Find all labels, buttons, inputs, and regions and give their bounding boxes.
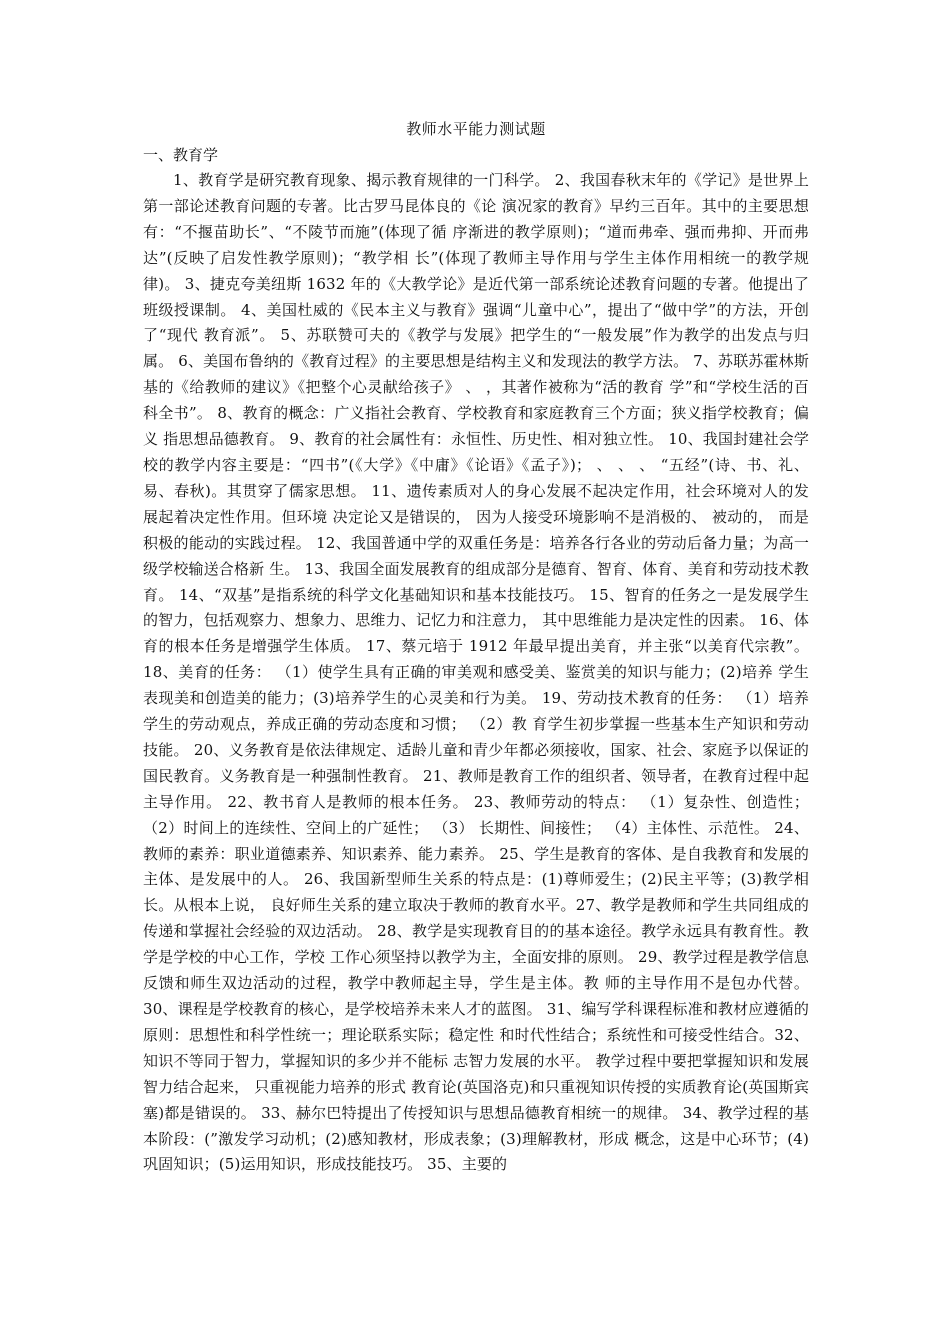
document-title: 教师水平能力测试题 <box>406 120 546 138</box>
section-heading: 一、教育学 <box>143 146 219 164</box>
document-page <box>143 116 809 1178</box>
body-paragraph: 1、教育学是研究教育现象、揭示教育规律的一门科学。 2、我国春秋末年的《学记》是世界上第一部论述教育问题的专著。比古罗马昆体良的《论 演况家的教育》早约三百年。其中的主要思想有：“不揠苗助长”、“不陵节而施”(体现了循 序渐进的教学原则)；“道而弗牵、强而弗抑、开而弗达”(反映了启发性教学原则)；“教学相 长”(体现了教师主导作用与学生主体作用相统一的教学规律)。 3、捷克夸美纽斯 1632 年的《大教学论》是近代第一部系统论述教育问题的专著。他提出了 班级授课制。 4、美国杜威的《民本主义与教育》强调“儿童中心”，提出了“做中学”的方法，开创了“现代 教育派”。 5、苏联赞可夫的《教学与发展》把学生的“一般发展”作为教学的出发点与归属。 6、美国布鲁纳的《教育过程》的主要思想是结构主义和发现法的教学方法。 7、苏联苏霍林斯基的《给教师的建议》《把整个心灵献给孩子》 、 ，其著作被称为“活的教育 学”和“学校生活的百科全书”。 8、教育的概念：广义指社会教育、学校教育和家庭教育三个方面；狭义指学校教育；偏义 指思想品德教育。 9、教育的社会属性有：永恒性、历史性、相对独立性。 10、我国封建社会学校的教学内容主要是：“四书”(《大学》《中庸》《论语》《孟子》)； 、 、 、 “五经”(诗、书、礼、易、春秋)。其贯穿了儒家思想。 11、遗传素质对人的身心发展不起决定作用，社会环境对人的发展起着决定性作用。但环境 决定论又是错误的， 因为人接受环境影响不是消极的、 被动的， 而是积极的能动的实践过程。 12、我国普通中学的双重任务是：培养各行各业的劳动后备力量；为高一级学校输送合格新 生。 13、我国全面发展教育的组成部分是德育、智育、体育、美育和劳动技术教育。 14、“双基”是指系统的科学文化基础知识和基本技能技巧。 15、智育的任务之一是发展学生的智力，包括观察力、想象力、思维力、记忆力和注意力， 其中思维能力是决定性的因素。 16、体育的根本任务是增强学生体质。 17、蔡元培于 1912 年最早提出美育，并主张“以美育代宗教”。 18、美育的任务： （1）使学生具有正确的审美观和感受美、鉴赏美的知识与能力；(2)培养 学生表现美和创造美的能力；(3)培养学生的心灵美和行为美。 19、劳动技术教育的任务： （1）培养学生的劳动观点，养成正确的劳动态度和习惯； （2）教 育学生初步掌握一些基本生产知识和劳动技能。 20、义务教育是依法律规定、适龄儿童和青少年都必须接收，国家、社会、家庭予以保证的 国民教育。义务教育是一种强制性教育。 21、教师是教育工作的组织者、领导者，在教育过程中起主导作用。 22、教书育人是教师的根本任务。 23、教师劳动的特点： （1）复杂性、创造性； （2）时间上的连续性、空间上的广延性； （3） 长期性、间接性； （4）主体性、示范性。 24、教师的素养：职业道德素养、知识素养、能力素养。 25、学生是教育的客体、是自我教育和发展的主体、是发展中的人。 26、我国新型师生关系的特点是：(1)尊师爱生；(2)民主平等；(3)教学相长。从根本上说， 良好师生关系的建立取决于教师的教育水平。27、教学是教师和学生共同组成的传递和掌握社会经验的双边活动。 28、教学是实现教育目的的基本途径。教学永远具有教育性。教学是学校的中心工作，学校 工作心须坚持以教学为主，全面安排的原则。 29、教学过程是教学信息反馈和师生双边活动的过程，教学中教师起主导，学生是主体。教 师的主导作用不是包办代替。 30、课程是学校教育的核心，是学校培养未来人才的蓝图。 31、编写学科课程标准和教材应遵循的原则：思想性和科学性统一；理论联系实际；稳定性 和时代性结合；系统性和可接受性结合。32、知识不等同于智力，掌握知识的多少并不能标 志智力发展的水平。 教学过程中要把掌握知识和发展智力结合起来， 只重视能力培养的形式 教育论(英国洛克)和只重视知识传授的实质教育论(英国斯宾塞)都是错误的。 33、赫尔巴特提出了传授知识与思想品德教育相统一的规律。 34、教学过程的基本阶段：(”激发学习动机；(2)感知教材，形成表象；(3)理解教材，形成 概念，这是中心环节；(4)巩固知识；(5)运用知识，形成技能技巧。 35、主要的 <box>143 171 809 1174</box>
